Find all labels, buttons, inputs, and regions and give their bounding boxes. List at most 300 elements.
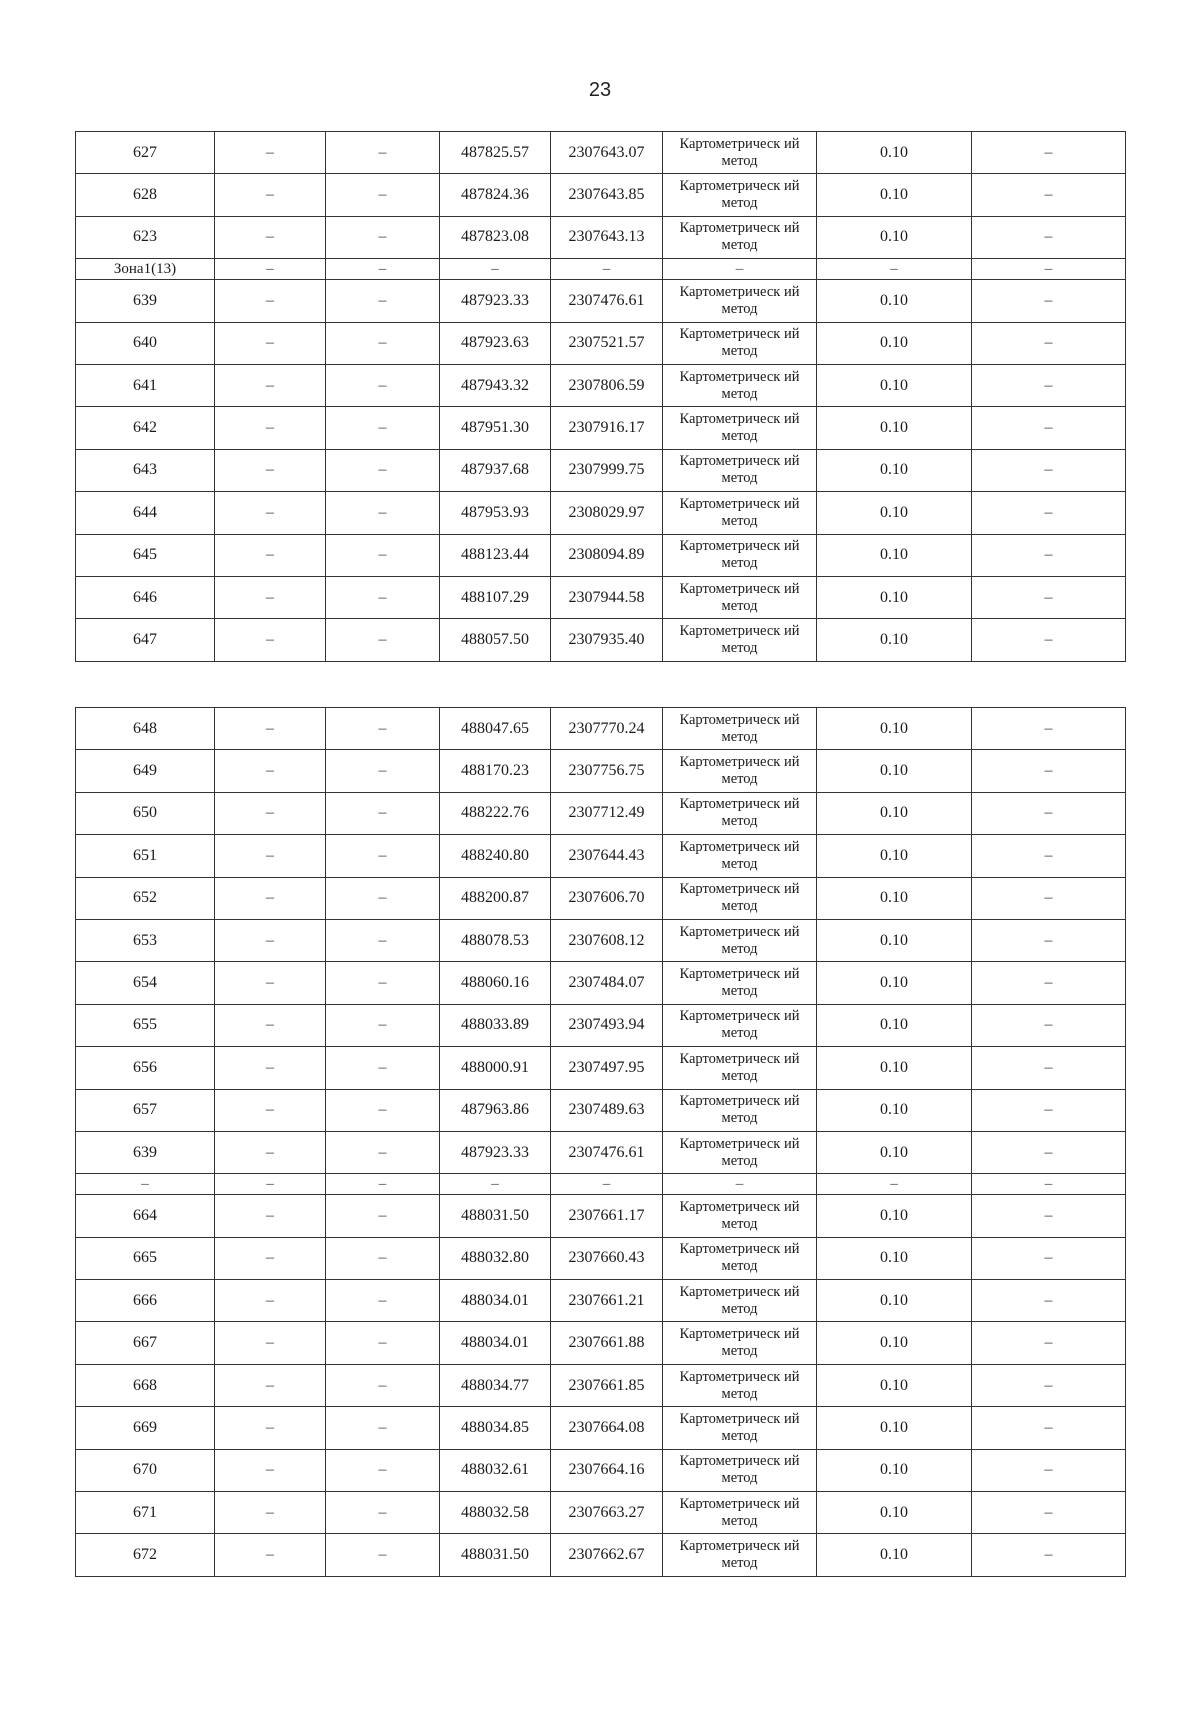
accuracy-cell: 0.10 [817,619,972,661]
y-coordinate-cell: 2307661.85 [551,1364,663,1406]
y-coordinate-cell: 2307493.94 [551,1004,663,1046]
col2-cell: – [215,1280,326,1322]
method-cell: Картометрическ ий метод [663,1195,817,1237]
col3-cell: – [326,1047,440,1089]
col3-cell: – [326,534,440,576]
col2-cell: – [215,919,326,961]
col3-cell: – [326,919,440,961]
col8-cell: – [972,1492,1126,1534]
method-cell: Картометрическ ий метод [663,919,817,961]
x-coordinate-cell: 488034.01 [440,1280,551,1322]
y-coordinate-cell: 2307643.85 [551,174,663,216]
x-coordinate-cell: – [440,259,551,280]
col8-cell: – [972,1131,1126,1173]
table-row [76,835,1126,877]
col8-cell: – [972,449,1126,491]
col8-cell: – [972,492,1126,534]
col8-cell: – [972,1195,1126,1237]
x-coordinate-cell: 488032.58 [440,1492,551,1534]
col8-cell: – [972,1364,1126,1406]
point-number-cell: 645 [76,534,215,576]
col2-cell: – [215,364,326,406]
point-number-cell: 639 [76,1131,215,1173]
accuracy-cell: 0.10 [817,750,972,792]
col2-cell: – [215,792,326,834]
col2-cell: – [215,1089,326,1131]
y-coordinate-cell: 2307521.57 [551,322,663,364]
col8-cell: – [972,1174,1126,1195]
method-cell: Картометрическ ий метод [663,1004,817,1046]
point-number-cell: 664 [76,1195,215,1237]
col3-cell: – [326,322,440,364]
coordinates-table-1 [75,131,1126,662]
col2-cell: – [215,1449,326,1491]
method-cell: Картометрическ ий метод [663,449,817,491]
method-cell: Картометрическ ий метод [663,1534,817,1576]
col8-cell: – [972,619,1126,661]
y-coordinate-cell: – [551,1174,663,1195]
point-number-cell: 644 [76,492,215,534]
table-row [76,919,1126,961]
table-row [76,407,1126,449]
accuracy-cell: 0.10 [817,174,972,216]
col3-cell: – [326,576,440,618]
y-coordinate-cell: 2307643.07 [551,132,663,174]
accuracy-cell: 0.10 [817,576,972,618]
x-coordinate-cell: 487923.33 [440,280,551,322]
col2-cell: – [215,259,326,280]
col3-cell: – [326,835,440,877]
accuracy-cell: 0.10 [817,1195,972,1237]
y-coordinate-cell: 2307476.61 [551,280,663,322]
col3-cell: – [326,132,440,174]
y-coordinate-cell: 2308094.89 [551,534,663,576]
method-cell: Картометрическ ий метод [663,877,817,919]
col2-cell: – [215,174,326,216]
x-coordinate-cell: 487825.57 [440,132,551,174]
col2-cell: – [215,877,326,919]
col2-cell: – [215,708,326,750]
point-number-cell: 647 [76,619,215,661]
method-cell: Картометрическ ий метод [663,280,817,322]
table-row [76,1089,1126,1131]
y-coordinate-cell: 2307916.17 [551,407,663,449]
table-row [76,174,1126,216]
x-coordinate-cell: 488034.77 [440,1364,551,1406]
col8-cell: – [972,1280,1126,1322]
point-number-cell: 640 [76,322,215,364]
table-row [76,280,1126,322]
col2-cell: – [215,1174,326,1195]
method-cell: Картометрическ ий метод [663,962,817,1004]
table-row [76,449,1126,491]
method-cell: Картометрическ ий метод [663,835,817,877]
col3-cell: – [326,280,440,322]
col8-cell: – [972,1237,1126,1279]
table-row [76,1131,1126,1173]
accuracy-cell: 0.10 [817,1047,972,1089]
y-coordinate-cell: 2307660.43 [551,1237,663,1279]
accuracy-cell: 0.10 [817,1492,972,1534]
y-coordinate-cell: 2307606.70 [551,877,663,919]
col2-cell: – [215,280,326,322]
y-coordinate-cell: 2308029.97 [551,492,663,534]
method-cell: Картометрическ ий метод [663,174,817,216]
x-coordinate-cell: 487824.36 [440,174,551,216]
y-coordinate-cell: 2307663.27 [551,1492,663,1534]
col8-cell: – [972,962,1126,1004]
point-number-cell: 648 [76,708,215,750]
point-number-cell: 654 [76,962,215,1004]
point-number-cell: 666 [76,1280,215,1322]
table-row [76,962,1126,1004]
accuracy-cell: 0.10 [817,708,972,750]
accuracy-cell: 0.10 [817,1237,972,1279]
method-cell: Картометрическ ий метод [663,407,817,449]
accuracy-cell: – [817,1174,972,1195]
x-coordinate-cell: 488057.50 [440,619,551,661]
col2-cell: – [215,132,326,174]
col8-cell: – [972,132,1126,174]
col3-cell: – [326,877,440,919]
y-coordinate-cell: 2307484.07 [551,962,663,1004]
col3-cell: – [326,1280,440,1322]
y-coordinate-cell: 2307476.61 [551,1131,663,1173]
x-coordinate-cell: 488123.44 [440,534,551,576]
col2-cell: – [215,1492,326,1534]
accuracy-cell: 0.10 [817,1534,972,1576]
accuracy-cell: 0.10 [817,835,972,877]
point-number-cell: 653 [76,919,215,961]
table-row [76,322,1126,364]
col2-cell: – [215,1407,326,1449]
col3-cell: – [326,407,440,449]
point-number-cell: 652 [76,877,215,919]
col2-cell: – [215,534,326,576]
method-cell: Картометрическ ий метод [663,576,817,618]
x-coordinate-cell: 488034.85 [440,1407,551,1449]
col2-cell: – [215,576,326,618]
table-row [76,1364,1126,1406]
method-cell: Картометрическ ий метод [663,364,817,406]
table-row [76,1492,1126,1534]
accuracy-cell: 0.10 [817,1131,972,1173]
col3-cell: – [326,364,440,406]
x-coordinate-cell: 488107.29 [440,576,551,618]
col3-cell: – [326,1407,440,1449]
y-coordinate-cell: 2307756.75 [551,750,663,792]
table-row [76,132,1126,174]
x-coordinate-cell: 488000.91 [440,1047,551,1089]
table-row [76,1174,1126,1195]
point-number-cell: 651 [76,835,215,877]
x-coordinate-cell: 487943.32 [440,364,551,406]
method-cell: Картометрическ ий метод [663,1280,817,1322]
table-row [76,708,1126,750]
col3-cell: – [326,750,440,792]
table-row [76,1195,1126,1237]
table-row [76,750,1126,792]
point-number-cell: 646 [76,576,215,618]
col8-cell: – [972,919,1126,961]
col3-cell: – [326,792,440,834]
table-row [76,216,1126,258]
accuracy-cell: 0.10 [817,792,972,834]
table-row [76,364,1126,406]
col2-cell: – [215,1322,326,1364]
col3-cell: – [326,174,440,216]
col3-cell: – [326,1195,440,1237]
accuracy-cell: 0.10 [817,1449,972,1491]
y-coordinate-cell: 2307661.17 [551,1195,663,1237]
y-coordinate-cell: 2307664.16 [551,1449,663,1491]
accuracy-cell: 0.10 [817,1280,972,1322]
x-coordinate-cell: – [440,1174,551,1195]
accuracy-cell: 0.10 [817,407,972,449]
col2-cell: – [215,216,326,258]
table-row [76,492,1126,534]
col8-cell: – [972,792,1126,834]
point-number-cell: 670 [76,1449,215,1491]
point-number-cell: 623 [76,216,215,258]
accuracy-cell: 0.10 [817,534,972,576]
col3-cell: – [326,962,440,1004]
table-row [76,1407,1126,1449]
method-cell: Картометрическ ий метод [663,1407,817,1449]
col8-cell: – [972,259,1126,280]
col8-cell: – [972,364,1126,406]
col2-cell: – [215,1195,326,1237]
method-cell: Картометрическ ий метод [663,1089,817,1131]
y-coordinate-cell: 2307497.95 [551,1047,663,1089]
col2-cell: – [215,1534,326,1576]
y-coordinate-cell: 2307643.13 [551,216,663,258]
x-coordinate-cell: 488032.61 [440,1449,551,1491]
point-number-cell: 656 [76,1047,215,1089]
coordinates-table-2 [75,707,1126,1577]
table-row [76,1534,1126,1576]
col8-cell: – [972,216,1126,258]
col8-cell: – [972,534,1126,576]
col2-cell: – [215,962,326,1004]
accuracy-cell: 0.10 [817,280,972,322]
x-coordinate-cell: 488200.87 [440,877,551,919]
point-number-cell: 669 [76,1407,215,1449]
method-cell: Картометрическ ий метод [663,792,817,834]
y-coordinate-cell: 2307664.08 [551,1407,663,1449]
point-number-cell: 642 [76,407,215,449]
point-number-cell: 650 [76,792,215,834]
col2-cell: – [215,835,326,877]
x-coordinate-cell: 487923.33 [440,1131,551,1173]
accuracy-cell: 0.10 [817,322,972,364]
table-row [76,792,1126,834]
col2-cell: – [215,492,326,534]
coordinates-table-1-body [76,132,1126,662]
col3-cell: – [326,1492,440,1534]
col2-cell: – [215,1004,326,1046]
col3-cell: – [326,449,440,491]
y-coordinate-cell: 2307944.58 [551,576,663,618]
y-coordinate-cell: – [551,259,663,280]
point-number-cell: 649 [76,750,215,792]
col2-cell: – [215,1131,326,1173]
method-cell: Картометрическ ий метод [663,132,817,174]
table-row [76,1004,1126,1046]
col3-cell: – [326,1449,440,1491]
accuracy-cell: – [817,259,972,280]
point-number-cell: 639 [76,280,215,322]
y-coordinate-cell: 2307806.59 [551,364,663,406]
table-row [76,534,1126,576]
col8-cell: – [972,877,1126,919]
col2-cell: – [215,1237,326,1279]
col8-cell: – [972,407,1126,449]
table-row [76,1322,1126,1364]
x-coordinate-cell: 487823.08 [440,216,551,258]
table-row [76,576,1126,618]
accuracy-cell: 0.10 [817,1364,972,1406]
col8-cell: – [972,1089,1126,1131]
col8-cell: – [972,576,1126,618]
table-row [76,1047,1126,1089]
col3-cell: – [326,1364,440,1406]
x-coordinate-cell: 487937.68 [440,449,551,491]
col3-cell: – [326,1004,440,1046]
method-cell: Картометрическ ий метод [663,708,817,750]
col2-cell: – [215,322,326,364]
method-cell: Картометрическ ий метод [663,322,817,364]
col8-cell: – [972,1047,1126,1089]
x-coordinate-cell: 488047.65 [440,708,551,750]
col3-cell: – [326,1089,440,1131]
y-coordinate-cell: 2307662.67 [551,1534,663,1576]
x-coordinate-cell: 488033.89 [440,1004,551,1046]
table-row [76,877,1126,919]
y-coordinate-cell: 2307770.24 [551,708,663,750]
x-coordinate-cell: 488060.16 [440,962,551,1004]
accuracy-cell: 0.10 [817,1004,972,1046]
accuracy-cell: 0.10 [817,492,972,534]
col2-cell: – [215,750,326,792]
col3-cell: – [326,216,440,258]
col3-cell: – [326,1322,440,1364]
method-cell: Картометрическ ий метод [663,1492,817,1534]
point-number-cell: 671 [76,1492,215,1534]
point-number-cell: 641 [76,364,215,406]
col8-cell: – [972,1322,1126,1364]
point-number-cell: 627 [76,132,215,174]
accuracy-cell: 0.10 [817,216,972,258]
y-coordinate-cell: 2307608.12 [551,919,663,961]
point-number-cell: 665 [76,1237,215,1279]
x-coordinate-cell: 488170.23 [440,750,551,792]
y-coordinate-cell: 2307644.43 [551,835,663,877]
y-coordinate-cell: 2307935.40 [551,619,663,661]
table-row [76,259,1126,280]
accuracy-cell: 0.10 [817,364,972,406]
point-number-cell: 655 [76,1004,215,1046]
col8-cell: – [972,708,1126,750]
page-number: 23 [588,79,612,101]
method-cell: Картометрическ ий метод [663,534,817,576]
x-coordinate-cell: 487923.63 [440,322,551,364]
accuracy-cell: 0.10 [817,1089,972,1131]
col2-cell: – [215,407,326,449]
y-coordinate-cell: 2307712.49 [551,792,663,834]
col8-cell: – [972,1407,1126,1449]
col3-cell: – [326,1237,440,1279]
col3-cell: – [326,1174,440,1195]
x-coordinate-cell: 488078.53 [440,919,551,961]
x-coordinate-cell: 488031.50 [440,1195,551,1237]
point-number-cell: – [76,1174,215,1195]
col3-cell: – [326,619,440,661]
accuracy-cell: 0.10 [817,877,972,919]
method-cell: Картометрическ ий метод [663,1047,817,1089]
accuracy-cell: 0.10 [817,449,972,491]
col3-cell: – [326,492,440,534]
col8-cell: – [972,1449,1126,1491]
table-row [76,1449,1126,1491]
accuracy-cell: 0.10 [817,1407,972,1449]
col3-cell: – [326,1534,440,1576]
y-coordinate-cell: 2307999.75 [551,449,663,491]
col3-cell: – [326,708,440,750]
method-cell: Картометрическ ий метод [663,750,817,792]
table-row [76,619,1126,661]
method-cell: Картометрическ ий метод [663,1237,817,1279]
x-coordinate-cell: 488031.50 [440,1534,551,1576]
col8-cell: – [972,1534,1126,1576]
point-number-cell: 672 [76,1534,215,1576]
point-number-cell: 667 [76,1322,215,1364]
method-cell: Картометрическ ий метод [663,492,817,534]
method-cell: Картометрическ ий метод [663,1449,817,1491]
x-coordinate-cell: 487951.30 [440,407,551,449]
coordinates-table-2-body [76,708,1126,1577]
col2-cell: – [215,1364,326,1406]
method-cell: Картометрическ ий метод [663,1364,817,1406]
accuracy-cell: 0.10 [817,962,972,1004]
col8-cell: – [972,1004,1126,1046]
point-number-cell: 657 [76,1089,215,1131]
x-coordinate-cell: 487953.93 [440,492,551,534]
col3-cell: – [326,1131,440,1173]
method-cell: Картометрическ ий метод [663,1322,817,1364]
method-cell: – [663,1174,817,1195]
point-number-cell: 668 [76,1364,215,1406]
col8-cell: – [972,750,1126,792]
col8-cell: – [972,280,1126,322]
point-number-cell: 643 [76,449,215,491]
point-number-cell: 628 [76,174,215,216]
col2-cell: – [215,1047,326,1089]
col8-cell: – [972,835,1126,877]
x-coordinate-cell: 488034.01 [440,1322,551,1364]
method-cell: Картометрическ ий метод [663,216,817,258]
x-coordinate-cell: 488240.80 [440,835,551,877]
y-coordinate-cell: 2307661.21 [551,1280,663,1322]
accuracy-cell: 0.10 [817,132,972,174]
y-coordinate-cell: 2307489.63 [551,1089,663,1131]
accuracy-cell: 0.10 [817,919,972,961]
y-coordinate-cell: 2307661.88 [551,1322,663,1364]
table-row [76,1280,1126,1322]
col2-cell: – [215,449,326,491]
col2-cell: – [215,619,326,661]
point-number-cell: Зона1(13) [76,259,215,280]
